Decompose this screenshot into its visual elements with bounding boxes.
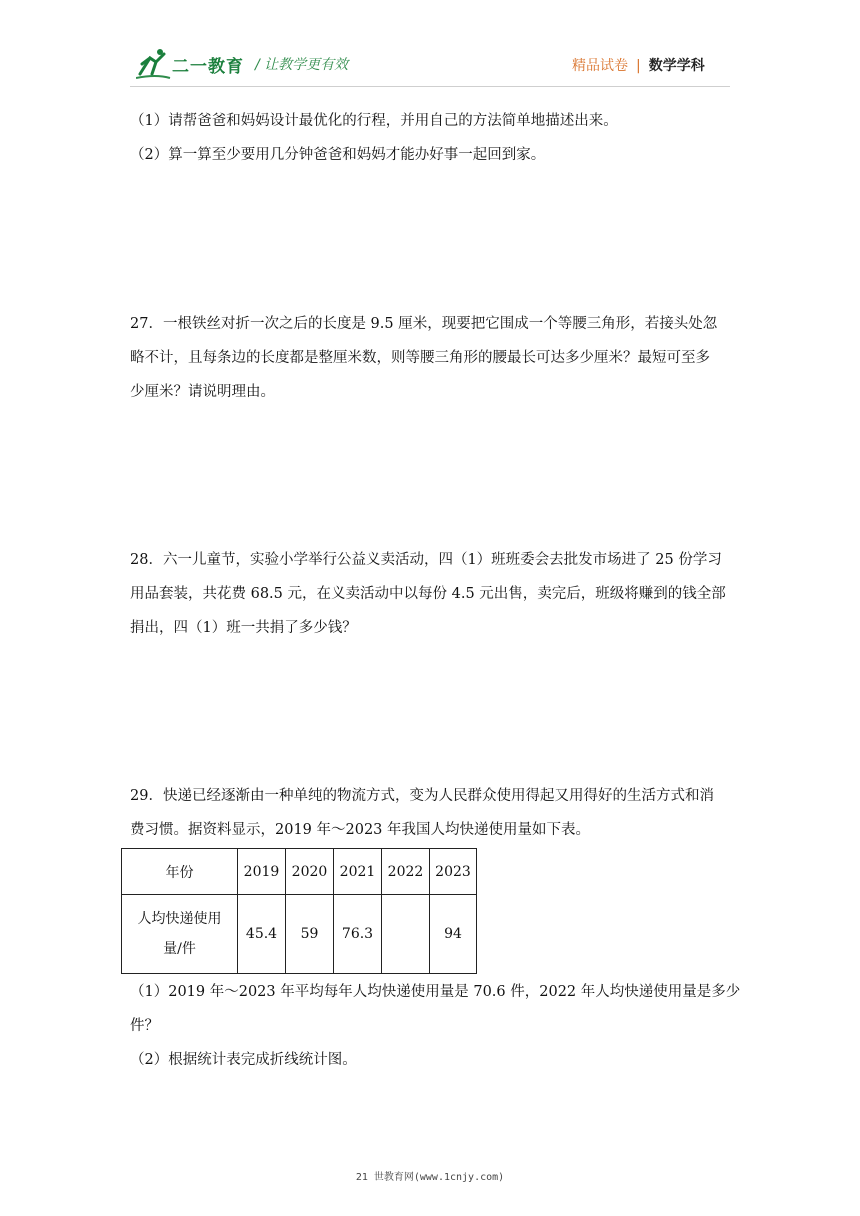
table-row-label-line1: 人均快递使用 — [137, 911, 222, 927]
q26-sub2: （2）算一算至少要用几分钟爸爸和妈妈才能办好事一起回到家。 — [130, 147, 546, 163]
table-value-cell: 76.3 — [334, 895, 382, 974]
q29-sub1-line1: （1）2019 年～2023 年平均每年人均快递使用量是 70.6 件，2022 年人均快递使用量是多少 — [130, 984, 741, 1000]
q28-line2: 用品套装，共花费 68.5 元，在义卖活动中以每份 4.5 元出售，卖完后，班级将赚到的钱全部 — [130, 586, 726, 602]
header-subject-name: 数学学科 — [648, 58, 705, 74]
header-subject — [572, 55, 705, 75]
q29-sub1-line2: 件？ — [130, 1018, 159, 1034]
table-value-cell: 59 — [286, 895, 334, 974]
table-value-cell-empty — [382, 895, 430, 974]
q27-line3: 少厘米？请说明理由。 — [130, 384, 275, 400]
q28-line1: 28．六一儿童节，实验小学举行公益义卖活动，四（1）班班委会去批发市场进了 25 份学习 — [130, 552, 722, 568]
logo-text: 二一教育 — [172, 57, 244, 77]
header-separator: | — [636, 58, 641, 74]
table-row-values — [122, 895, 477, 974]
q27-line1: 27．一根铁丝对折一次之后的长度是 9.5 厘米，现要把它围成一个等腰三角形，若接头处忽 — [130, 316, 718, 332]
table-year-cell: 2021 — [334, 849, 382, 895]
page-footer: 21 世教育网(www.1cnjy.com) — [355, 1172, 505, 1183]
table-year-cell: 2023 — [430, 849, 477, 895]
slogan: / 让教学更有效 — [255, 57, 349, 73]
table-year-cell: 2020 — [286, 849, 334, 895]
table-row-label — [122, 895, 238, 974]
q29-line1: 29．快递已经逐渐由一种单纯的物流方式，变为人民群众使用得起又用得好的生活方式和消 — [130, 788, 714, 804]
table-year-cell: 2022 — [382, 849, 430, 895]
q27-line2: 略不计，且每条边的长度都是整厘米数，则等腰三角形的腰最长可达多少厘米？最短可至多 — [130, 350, 710, 366]
table-value-cell: 94 — [430, 895, 477, 974]
table-row-years — [122, 849, 477, 895]
q29-line2: 费习惯。据资料显示，2019 年～2023 年我国人均快递使用量如下表。 — [130, 822, 591, 838]
express-usage-table — [121, 848, 477, 974]
q26-sub1: （1）请帮爸爸和妈妈设计最优化的行程，并用自己的方法简单地描述出来。 — [130, 113, 618, 129]
table-row-label-line2: 量/件 — [163, 941, 196, 957]
table-value-cell: 45.4 — [238, 895, 286, 974]
page-header — [0, 0, 860, 90]
table-year-cell: 2019 — [238, 849, 286, 895]
q29-sub2: （2）根据统计表完成折线统计图。 — [130, 1052, 357, 1068]
header-divider — [130, 86, 730, 87]
table-header-label: 年份 — [122, 849, 238, 895]
q28-line3: 捐出，四（1）班一共捐了多少钱？ — [130, 620, 357, 636]
header-category: 精品试卷 — [572, 58, 628, 74]
